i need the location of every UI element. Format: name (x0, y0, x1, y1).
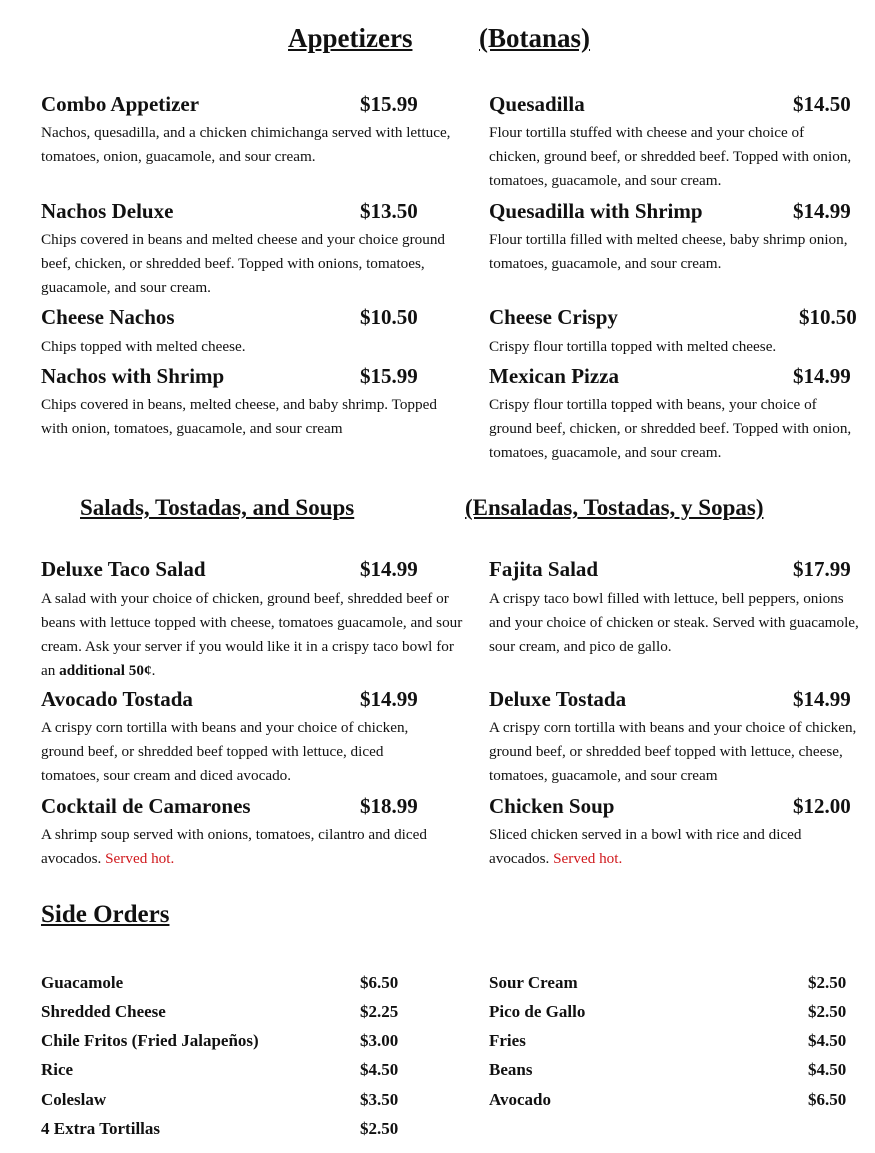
menu-item-price: $14.99 (793, 687, 851, 711)
menu-item-price: $12.00 (793, 794, 851, 818)
menu-item-desc: Flour tortilla filled with melted cheese, baby shrimp onion, tomatoes, guacamole, and sour cream. (489, 231, 848, 272)
side-item-price: $2.50 (808, 1002, 847, 1021)
menu-item-desc: Nachos, quesadilla, and a chicken chimichanga served with lettuce, tomatoes, onion, guacamole, and sour cream. (41, 124, 451, 165)
menu-item-name: Cheese Crispy (489, 305, 618, 329)
menu-item-desc-text: Sliced chicken served in a bowl with rice and diced avocados. (489, 826, 802, 867)
menu-item-desc-text: A shrimp soup served with onions, tomatoes, cilantro and diced avocados. (41, 826, 427, 867)
menu-item-price: $14.50 (793, 92, 851, 116)
side-item-name: Chile Fritos (Fried Jalapeños) (41, 1031, 259, 1050)
menu-item-name: Nachos with Shrimp (41, 364, 225, 388)
menu-item-name: Cocktail de Camarones (41, 794, 251, 818)
side-item-price: $6.50 (808, 1090, 847, 1109)
side-item-price: $4.50 (808, 1031, 847, 1050)
menu-item-desc: Chips covered in beans and melted cheese and your choice ground beef, chicken, or shredded beef. Topped with onions, tomatoes, guacamole, and sour cream. (41, 231, 446, 296)
side-item-price: $6.50 (360, 973, 399, 992)
menu-item-price: $17.99 (793, 557, 851, 581)
salads-title: Salads, Tostadas, and Soups (80, 495, 355, 520)
menu-item-name: Combo Appetizer (41, 92, 200, 116)
side-item-name: Avocado (489, 1090, 552, 1109)
side-item-name: Shredded Cheese (41, 1002, 166, 1021)
menu-item-name: Cheese Nachos (41, 305, 175, 329)
side-item-price: $3.00 (360, 1031, 399, 1050)
side-item-name: Beans (489, 1060, 533, 1079)
side-item-name: Guacamole (41, 973, 124, 992)
menu-item-desc: Crispy flour tortilla topped with beans, your choice of ground beef, chicken, or shredded beef. Topped with onion, tomatoes, guacamole, and sour cream. (489, 396, 852, 461)
menu-item-desc: A crispy corn tortilla with beans and your choice of chicken, ground beef, or shredded beef topped with lettuce, cheese, tomatoes, guacamole, and sour cream (489, 719, 857, 784)
menu-item-price: $18.99 (360, 794, 418, 818)
menu-item-desc-text: A salad with your choice of chicken, ground beef, shredded beef or beans with lettuce topped with cheese, tomatoes guacamole, and sour cream. Ask your server if you would like it in a crispy taco bowl for an (41, 590, 463, 679)
menu-item-desc: Chips covered in beans, melted cheese, and baby shrimp. Topped with onion, tomatoes, guacamole, and sour cream (41, 396, 437, 437)
menu-item-name: Fajita Salad (489, 557, 599, 581)
menu-item-desc: A crispy corn tortilla with beans and your choice of chicken, ground beef, or shredded beef topped with lettuce, diced tomatoes, sour cream and diced avocado. (41, 719, 409, 784)
menu-item-price: $14.99 (360, 557, 418, 581)
menu-item-price: $14.99 (360, 687, 418, 711)
menu-item-desc: Crispy flour tortilla topped with melted cheese. (489, 338, 777, 355)
served-hot-note: Served hot. (105, 850, 175, 867)
menu-item-name: Nachos Deluxe (41, 199, 174, 223)
menu-item-name: Quesadilla (489, 92, 585, 116)
side-item-name: Rice (41, 1060, 74, 1079)
side-item-price: $3.50 (360, 1090, 399, 1109)
side-item-price: $4.50 (808, 1060, 847, 1079)
menu-item-price: $10.50 (360, 305, 418, 329)
side-item-name: Coleslaw (41, 1090, 107, 1109)
menu-item-name: Chicken Soup (489, 794, 615, 818)
served-hot-note: Served hot. (553, 850, 623, 867)
menu-item-price: $14.99 (793, 199, 851, 223)
menu-item-name: Deluxe Taco Salad (41, 557, 206, 581)
menu-item-price: $15.99 (360, 92, 418, 116)
appetizers-title: Appetizers (288, 23, 413, 53)
menu-item-price: $14.99 (793, 364, 851, 388)
menu-item-desc-end: . (151, 662, 156, 679)
menu-item-name: Quesadilla with Shrimp (489, 199, 703, 223)
side-item-name: 4 Extra Tortillas (41, 1119, 161, 1138)
menu-item-price: $10.50 (799, 305, 857, 329)
menu-item-name: Mexican Pizza (489, 364, 620, 388)
salads-title-es: (Ensaladas, Tostadas, y Sopas) (465, 495, 764, 520)
menu-item-name: Avocado Tostada (41, 687, 193, 711)
side-item-name: Pico de Gallo (489, 1002, 586, 1021)
side-item-price: $2.50 (808, 973, 847, 992)
side-item-name: Sour Cream (489, 973, 578, 992)
sides-title: Side Orders (41, 901, 170, 928)
menu-item-desc: Chips topped with melted cheese. (41, 338, 246, 355)
menu-item-desc (489, 823, 864, 871)
menu-item-price: $13.50 (360, 199, 418, 223)
side-item-name: Fries (489, 1031, 526, 1050)
appetizers-title-es: (Botanas) (479, 23, 591, 53)
menu-item-desc-bold: additional 50¢ (59, 662, 152, 679)
menu-item-price: $15.99 (360, 364, 418, 388)
menu-item-name: Deluxe Tostada (489, 687, 627, 711)
side-item-price: $4.50 (360, 1060, 399, 1079)
side-item-price: $2.50 (360, 1119, 399, 1138)
menu-item-desc (41, 823, 431, 871)
menu-item-desc: A crispy taco bowl filled with lettuce, bell peppers, onions and your choice of chicken or steak. Served with guacamole, sour cream, and pico de gallo. (489, 590, 859, 655)
menu-item-desc: Flour tortilla stuffed with cheese and your choice of chicken, ground beef, or shredded beef. Topped with onion, tomatoes, guacamole, and sour cream. (489, 124, 852, 189)
menu-item-desc (41, 587, 469, 683)
side-item-price: $2.25 (360, 1002, 399, 1021)
